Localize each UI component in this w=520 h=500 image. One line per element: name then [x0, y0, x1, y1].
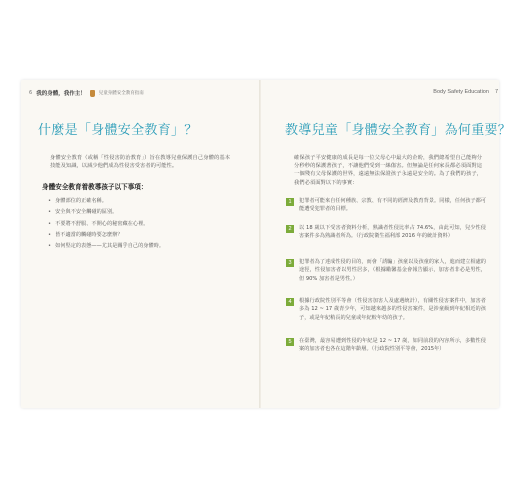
fact-text: 犯罪者可能來自任何種族、宗教、有不同的經濟及教育背景。同樣，任何孩子都可能遭受犯罪者的目標。 — [299, 198, 486, 213]
right-page-title: 教導兒童「身體安全教育」為何重要？ — [285, 123, 512, 138]
book-title: 我的身體，我作主！ — [36, 91, 86, 97]
fact-item-3 — [286, 258, 486, 283]
list-item: • 安全與不安全觸碰的區別。 — [48, 207, 164, 218]
fact-item-2 — [286, 224, 486, 241]
english-running-title: Body Safety Education — [433, 89, 489, 95]
left-page-subheading: 身體安全教育着教導孩子以下事項： — [42, 183, 148, 191]
fact-text: 根據行政院性別平等會（性侵害加害人及處遇統計），有關性侵害案件中，加害者多為 12 ~ 17 歲青少年，可知越來越多的性侵害案件，是涉童級到年紀相近的孩子，或是年紀稍長的兒童或年紀較年幼的孩子。 — [299, 298, 486, 321]
topics-list — [48, 196, 164, 252]
right-page-intro: 確保孩子平安健康的成長是每一位父母心中最大的企盼，我們總希望自己能夠分分秒秒的保護著孩子，不讓他們受到一絲傷害。但無論是任何家長都必須面對這一個殘有父母保護的世界，遠遠無法保證孩子永遠是安全的。為了我們的孩子，我們必須面對以下的事實： — [294, 155, 482, 186]
left-page-number: 6 — [29, 90, 33, 96]
list-item: • 身體部位的正確名稱。 — [48, 196, 164, 207]
book-subtitle: 兒童身體安全教育指南 — [98, 91, 144, 96]
list-item: • 皆不適當的觸碰時要怎麼辦？ — [48, 230, 164, 241]
fact-item-5 — [286, 337, 486, 354]
right-running-header — [433, 89, 498, 95]
number-badge: 5 — [286, 338, 294, 346]
left-page-intro: 身體安全教育（或稱「性侵害防治教育」）旨在教導兒童保護自己身體的基本技能及知識，以減少他們成為性侵害受害者的可能性。 — [50, 155, 230, 170]
number-badge: 2 — [286, 225, 294, 233]
fact-text: 以 18 歲以下受害者資料分析，熟識者性侵比率占 74.6%，由此可知，兒少性侵害案件多為熟識者所為。（行政院衛生福利部 2016 年的統計資料） — [299, 225, 486, 240]
left-page-title: 什麼是「身體安全教育」？ — [38, 123, 198, 138]
fact-item-4 — [286, 297, 486, 322]
right-page-number: 7 — [494, 89, 498, 95]
number-badge: 3 — [286, 259, 294, 267]
book-logo-icon — [90, 90, 95, 97]
book-gutter — [259, 80, 261, 408]
fact-item-1 — [286, 197, 486, 214]
left-running-header — [29, 89, 144, 97]
fact-text: 犯罪者為了達成性侵的目的，而會「誘騙」孩童以及孩童的家人，進而建立相處的途徑，性侵加害者以男性居多，（根據勵馨基金會報告顯示，加害者非必是男性，但 90% 加害者是男性。） — [299, 259, 486, 282]
list-item: • 如何堅定的表態——尤其是關乎自己的身體時。 — [48, 241, 164, 252]
number-badge: 4 — [286, 298, 294, 306]
fact-text: 在臺灣，最容易遭到性侵的年紀是 12 ~ 17 歲，如同前段的內容所示，多數性侵案的加害者也各在這階年齡層。（行政院性別平等會，2015年） — [299, 338, 486, 353]
list-item: • 不要將不舒服、不開心的秘密藏在心裡。 — [48, 219, 164, 230]
number-badge: 1 — [286, 198, 294, 206]
